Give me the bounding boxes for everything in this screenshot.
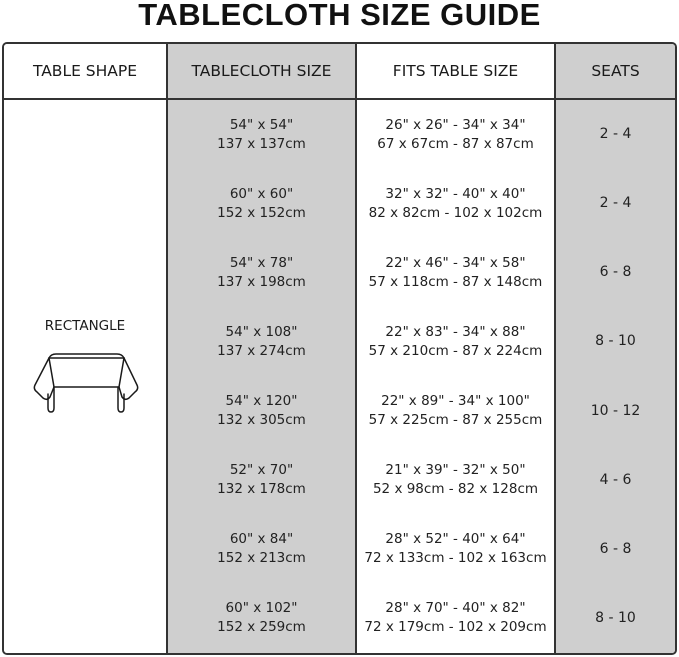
- fits-size-cell: [357, 100, 554, 169]
- shape-cell: [4, 100, 168, 653]
- seats-cell: 2 - 4: [599, 195, 632, 212]
- fits-size-cell: [357, 584, 554, 653]
- size-cm: 137 x 198cm: [217, 273, 306, 290]
- fits-cm: 67 x 67cm - 87 x 87cm: [377, 135, 534, 152]
- header-tablecloth-size: TABLECLOTH SIZE: [168, 44, 357, 100]
- size-inches: 54" x 120": [225, 393, 298, 410]
- size-inches: 60" x 102": [225, 600, 298, 617]
- size-inches: 60" x 84": [229, 531, 294, 548]
- size-cm: 132 x 305cm: [217, 412, 306, 429]
- fits-size-cell: [357, 307, 554, 376]
- seats-cell: 10 - 12: [590, 402, 641, 419]
- size-cm: 152 x 152cm: [217, 204, 306, 221]
- fits-cm: 72 x 179cm - 102 x 209cm: [364, 619, 547, 636]
- size-cm: 137 x 274cm: [217, 342, 306, 359]
- fits-inches: 28" x 70" - 40" x 82": [385, 600, 526, 617]
- size-guide-table: [2, 42, 677, 655]
- page-title: TABLECLOTH SIZE GUIDE: [138, 0, 541, 32]
- tablecloth-size-cell: [168, 169, 355, 238]
- seats-cell: 4 - 6: [599, 471, 632, 488]
- seats-cell: 6 - 8: [599, 264, 632, 281]
- size-cm: 152 x 213cm: [217, 550, 306, 567]
- tablecloth-size-cell: [168, 584, 355, 653]
- fits-cm: 72 x 133cm - 102 x 163cm: [364, 550, 547, 567]
- seats-cell: 8 - 10: [595, 333, 636, 350]
- fits-size-cell: [357, 377, 554, 446]
- seats-cell: 6 - 8: [599, 540, 632, 557]
- tablecloth-size-column: [168, 100, 357, 653]
- tablecloth-size-cell: [168, 307, 355, 376]
- size-inches: 54" x 108": [225, 323, 298, 340]
- size-inches: 54" x 78": [229, 254, 294, 271]
- seats-column: [556, 100, 675, 653]
- fits-inches: 22" x 83" - 34" x 88": [385, 323, 526, 340]
- header-fits-table-size: FITS TABLE SIZE: [357, 44, 556, 100]
- tablecloth-size-cell: [168, 238, 355, 307]
- size-cm: 132 x 178cm: [217, 481, 306, 498]
- fits-size-cell: [357, 169, 554, 238]
- rectangle-table-with-cloth-icon: [31, 350, 141, 414]
- fits-cm: 82 x 82cm - 102 x 102cm: [368, 204, 543, 221]
- size-inches: 52" x 70": [229, 462, 294, 479]
- fits-cm: 57 x 118cm - 87 x 148cm: [368, 273, 543, 290]
- fits-inches: 28" x 52" - 40" x 64": [385, 531, 526, 548]
- fits-cm: 57 x 225cm - 87 x 255cm: [368, 412, 543, 429]
- tablecloth-size-cell: [168, 377, 355, 446]
- shape-label: RECTANGLE: [44, 318, 126, 334]
- size-inches: 60" x 60": [229, 185, 294, 202]
- fits-inches: 22" x 46" - 34" x 58": [385, 254, 526, 271]
- seats-cell: 2 - 4: [599, 126, 632, 143]
- header-table-shape: TABLE SHAPE: [4, 44, 168, 100]
- fits-table-size-column: [357, 100, 556, 653]
- fits-inches: 26" x 26" - 34" x 34": [385, 116, 526, 133]
- header-seats: SEATS: [556, 44, 675, 100]
- fits-size-cell: [357, 515, 554, 584]
- fits-inches: 32" x 32" - 40" x 40": [385, 185, 526, 202]
- fits-cm: 57 x 210cm - 87 x 224cm: [368, 342, 543, 359]
- size-cm: 137 x 137cm: [217, 135, 306, 152]
- size-cm: 152 x 259cm: [217, 619, 306, 636]
- fits-inches: 22" x 89" - 34" x 100": [381, 393, 530, 410]
- seats-cell: 8 - 10: [595, 609, 636, 626]
- fits-size-cell: [357, 238, 554, 307]
- fits-inches: 21" x 39" - 32" x 50": [385, 462, 526, 479]
- fits-size-cell: [357, 446, 554, 515]
- tablecloth-size-cell: [168, 100, 355, 169]
- tablecloth-size-cell: [168, 515, 355, 584]
- size-inches: 54" x 54": [229, 116, 294, 133]
- tablecloth-size-cell: [168, 446, 355, 515]
- fits-cm: 52 x 98cm - 82 x 128cm: [372, 481, 539, 498]
